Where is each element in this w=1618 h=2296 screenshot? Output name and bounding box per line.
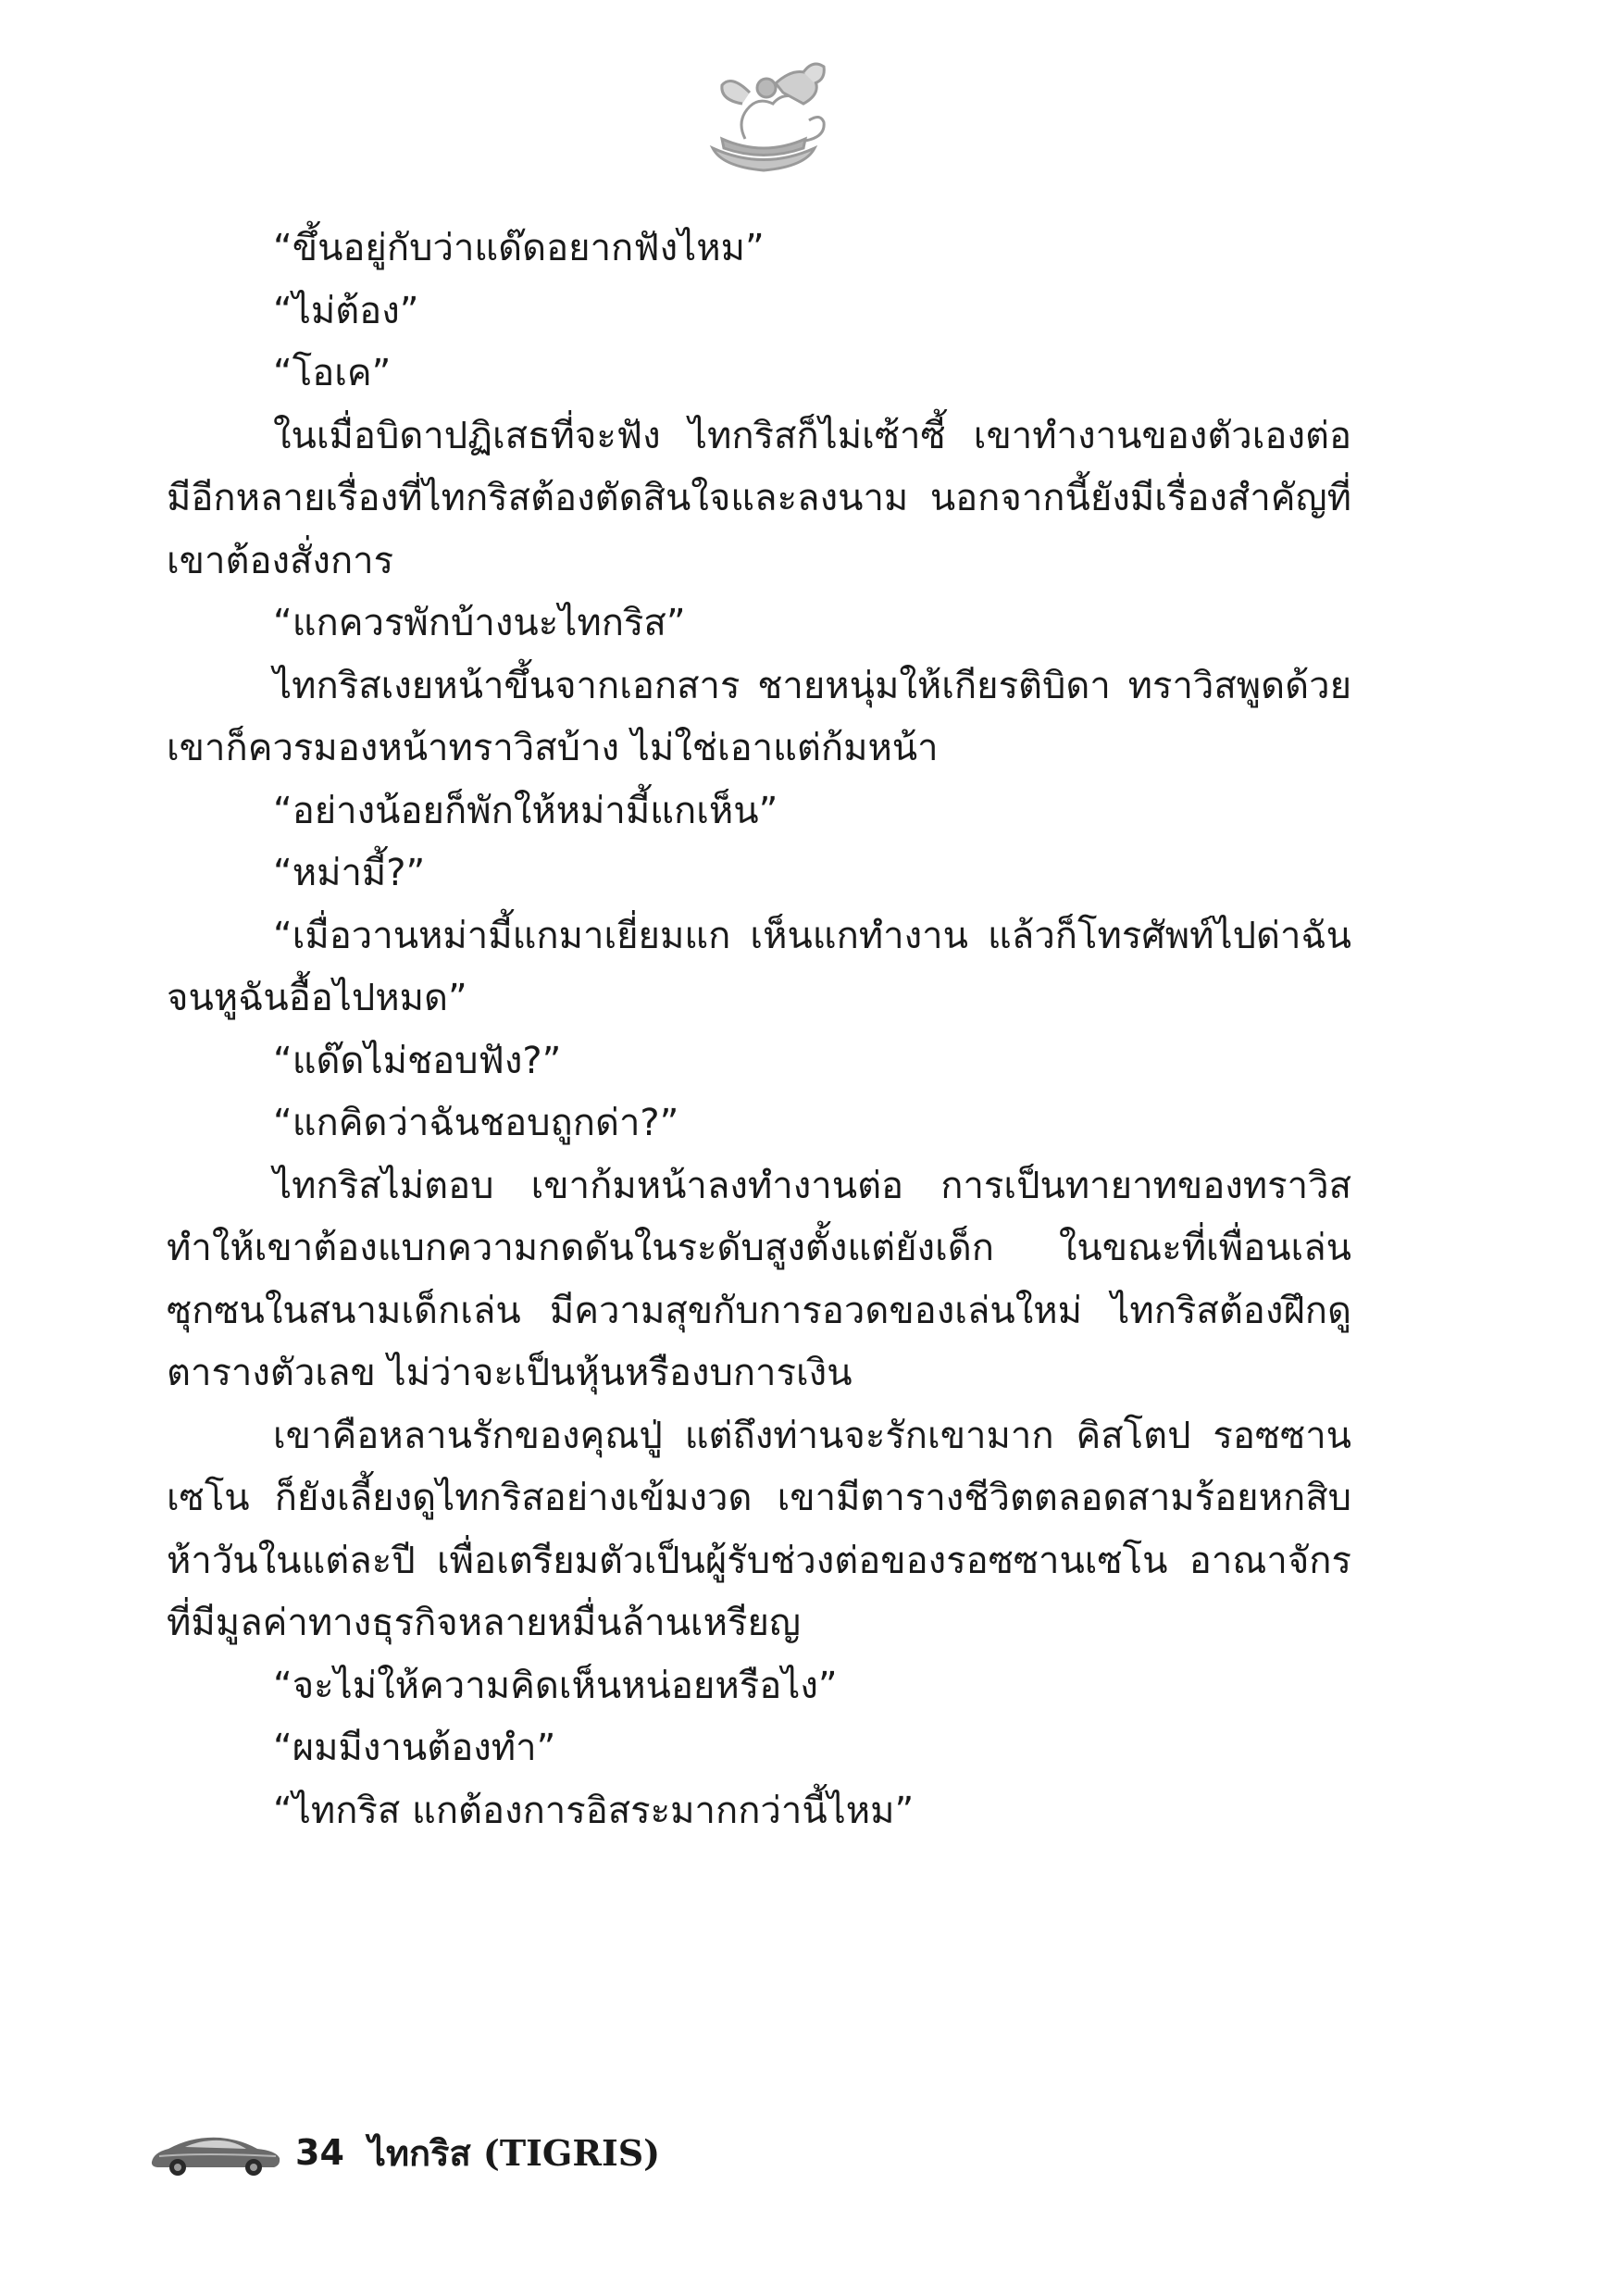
paragraph: ไทกริสไม่ตอบ เขาก้มหน้าลงทำงานต่อ การเป็นทายาทของทราวิสทำให้เขาต้องแบกความกดดันในระดับสูงตั้งแต่ยังเด็ก ในขณะที่เพื่อนเล่นซุกซนในสนามเด็กเล่น มีความสุขกับการอวดของเล่นใหม่ ไทกริสต้องฝึกดูตารางตัวเลข ไม่ว่าจะเป็นหุ้นหรืองบการเงิน	[167, 1164, 1351, 1394]
paragraph: “ไทกริส แกต้องการอิสระมากกว่านี้ไหม”	[273, 1789, 915, 1832]
page-number: 34	[295, 2132, 344, 2173]
page-footer	[148, 2120, 660, 2185]
paragraph: “หม่ามี้?”	[273, 852, 426, 894]
paragraph: “เมื่อวานหม่ามี้แกมาเยี่ยมแก เห็นแกทำงาน แล้วก็โทรศัพท์ไปด่าฉันจนหูฉันอื้อไปหมด”	[167, 914, 1351, 1019]
paragraph: “ขึ้นอยู่กับว่าแด๊ดอยากฟังไหม”	[273, 227, 765, 269]
paragraph: เขาคือหลานรักของคุณปู่ แต่ถึงท่านจะรักเขามาก คิสโตป รอซซานเซโน ก็ยังเลี้ยงดูไทกริสอย่างเข้มงวด เขามีตารางชีวิตตลอดสามร้อยหกสิบห้าวันในแต่ละปี เพื่อเตรียมตัวเป็นผู้รับช่วงต่อของรอซซานเซโน อาณาจักรที่มีมูลค่าทางธุรกิจหลายหมื่นล้านเหรียญ	[167, 1414, 1351, 1644]
paragraph: “ผมมีงานต้องทำ”	[273, 1727, 556, 1769]
book-title: ไทกริส (TIGRIS)	[367, 2131, 661, 2174]
sports-car-icon	[148, 2128, 282, 2177]
paragraph: ไทกริสเงยหน้าขึ้นจากเอกสาร ชายหนุ่มให้เกียรติบิดา ทราวิสพูดด้วย เขาก็ควรมองหน้าทราวิสบ้าง ไม่ใช่เอาแต่ก้มหน้า	[167, 664, 1351, 769]
paragraph: “ไม่ต้อง”	[273, 289, 419, 332]
paragraph: “แกควรพักบ้างนะไทกริส”	[273, 602, 686, 644]
paragraph: “อย่างน้อยก็พักให้หม่ามี้แกเห็น”	[273, 789, 778, 832]
paragraph: “โอเค”	[273, 352, 392, 394]
paragraph: “จะไม่ให้ความคิดเห็นหน่อยหรือไง”	[273, 1664, 838, 1707]
paragraph: ในเมื่อบิดาปฏิเสธที่จะฟัง ไทกริสก็ไม่เซ้าซี้ เขาทำงานของตัวเองต่อ มีอีกหลายเรื่องที่ไทกริสต้องตัดสินใจและลงนาม นอกจากนี้ยังมีเรื่องสำคัญที่เขาต้องสั่งการ	[167, 414, 1351, 582]
paragraph: “แกคิดว่าฉันชอบถูกด่า?”	[273, 1102, 679, 1144]
paragraph: “แด๊ดไม่ชอบฟัง?”	[273, 1039, 562, 1082]
cupid-teacup-ornament-icon	[694, 56, 833, 185]
body-text	[167, 218, 1351, 1842]
